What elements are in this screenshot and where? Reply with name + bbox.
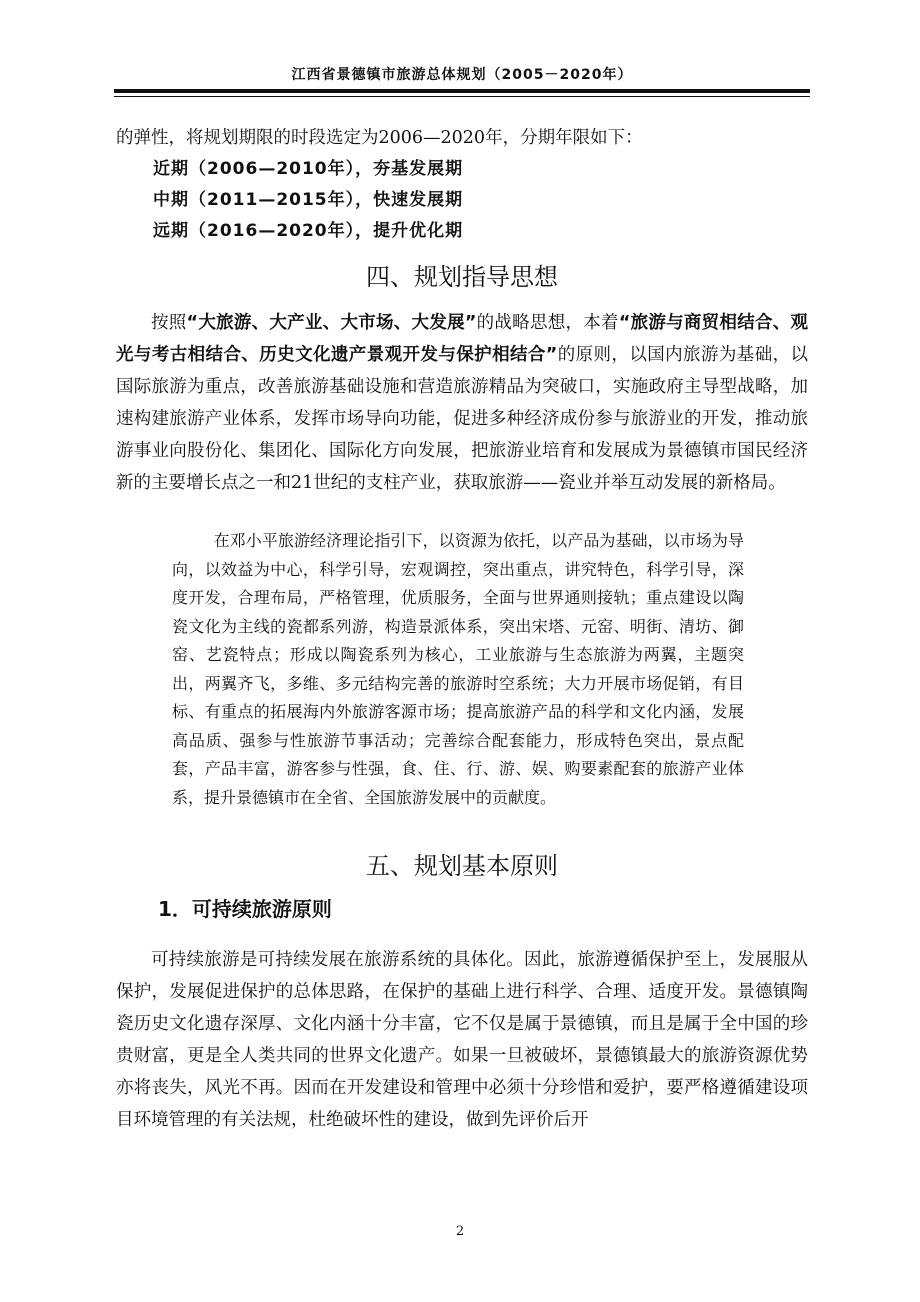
period-mid-term: 中期（2011—2015年），快速发展期 <box>153 190 464 210</box>
section-5-heading: 五、规划基本原则 <box>366 852 558 880</box>
running-header-title: 江西省景德镇市旅游总体规划（2005－2020年） <box>291 67 633 83</box>
header-rule-thin <box>114 96 810 97</box>
subsection-1-heading: 1．可持续旅游原则 <box>158 897 332 921</box>
p1-mid: 的战略思想，本着 <box>476 313 619 333</box>
p1-pre: 按照 <box>151 313 187 333</box>
period-near-term: 近期（2006—2010年），夯基发展期 <box>153 159 464 179</box>
period-long-term: 远期（2016—2020年），提升优化期 <box>153 221 464 241</box>
p1-post: 的原则，以国内旅游为基础，以国际旅游为重点，改善旅游基础设施和营造旅游精品为突破口，实施政府主导型战略，加速构建旅游产业体系，发挥市场导向功能，促进多种经济成份参与旅游业的开发，推动旅游事业向股份化、集团化、国际化方向发展，把旅游业培育和发展成为景德镇市国民经济新的主要增长点之一和21世纪的支柱产业，获取旅游——瓷业并举互动发展的新格局。 <box>116 345 809 493</box>
header-rule-thick <box>114 89 810 93</box>
page-content <box>116 122 808 1136</box>
p1-bold-principles: “旅游与商贸相结合、观光与考古相结合、历史文化遗产景观开发与保护相结合” <box>116 313 809 365</box>
section-4-paragraph <box>116 307 808 499</box>
page-number: 2 <box>455 1224 465 1239</box>
section-4-quote: 在邓小平旅游经济理论指引下，以资源为依托，以产品为基础，以市场为导向，以效益为中心，科学引导，宏观调控，突出重点，讲究特色，科学引导，深度开发，合理布局，严格管理，优质服务，全面与世界通则接轨；重点建设以陶瓷文化为主线的瓷都系列游，构造景派体系，突出宋塔、元窑、明街、清坊、御窑、艺瓷特点；形成以陶瓷系列为核心，工业旅游与生态旅游为两翼，主题突出，两翼齐飞，多维、多元结构完善的旅游时空系统；大力开展市场促销，有目标、有重点的拓展海内外旅游客源市场；提高旅游产品的科学和文化内涵，发展高品质、强参与性旅游节事活动；完善综合配套能力，形成特色突出，景点配套，产品丰富，游客参与性强，食、住、行、游、娱、购要素配套的旅游产业体系，提升景德镇市在全省、全国旅游发展中的贡献度。 <box>172 531 744 807</box>
section-4-heading: 四、规划指导思想 <box>366 263 558 291</box>
intro-continuation: 的弹性，将规划期限的时段选定为2006—2020年，分期年限如下： <box>116 128 643 148</box>
section-5-paragraph: 可持续旅游是可持续发展在旅游系统的具体化。因此，旅游遵循保护至上，发展服从保护，发展促进保护的总体思路，在保护的基础上进行科学、合理、适度开发。景德镇陶瓷历史文化遗存深厚、文化内涵十分丰富，它不仅是属于景德镇，而且是属于全中国的珍贵财富，更是全人类共同的世界文化遗产。如果一旦被破坏，景德镇最大的旅游资源优势亦将丧失，风光不再。因而在开发建设和管理中必须十分珍惜和爱护，要严格遵循建设项目环境管理的有关法规，杜绝破坏性的建设，做到先评价后开 <box>116 950 808 1130</box>
p1-bold-strategy: “大旅游、大产业、大市场、大发展” <box>186 313 477 333</box>
